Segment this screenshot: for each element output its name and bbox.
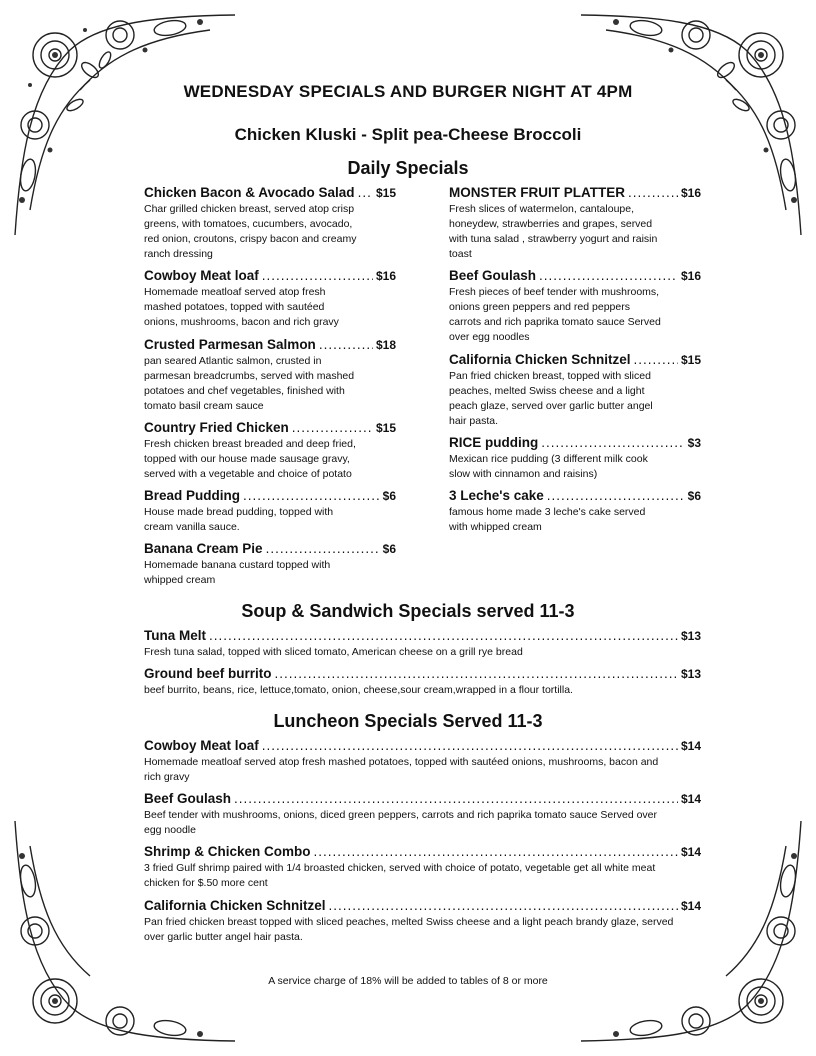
item-description: Homemade banana custard topped with whipped cream bbox=[144, 559, 331, 586]
item-description: Pan fried chicken breast topped with sliced peaches, melted Swiss cheese and a light peach brandy glaze, served over garlic butter angel hair pasta. bbox=[144, 916, 674, 943]
item-description: House made bread pudding, topped with cream vanilla sauce. bbox=[144, 506, 334, 533]
item-price: $14 bbox=[680, 739, 701, 753]
menu-item bbox=[144, 738, 701, 785]
item-name: Cowboy Meat loaf bbox=[144, 268, 259, 283]
menu-item bbox=[144, 488, 396, 535]
item-name: Beef Goulash bbox=[144, 791, 232, 806]
item-price: $13 bbox=[680, 667, 701, 681]
item-price: $14 bbox=[680, 792, 701, 806]
menu-item bbox=[449, 268, 701, 345]
item-name: Tuna Melt bbox=[144, 628, 206, 643]
item-name: RICE pudding bbox=[449, 435, 539, 450]
item-price: $3 bbox=[687, 436, 701, 450]
item-price: $13 bbox=[680, 629, 701, 643]
item-name: Shrimp & Chicken Combo bbox=[144, 844, 311, 859]
item-description: Pan fried chicken breast, topped with sliced peaches, melted Swiss cheese and a light peach glaze, served over garlic butter angel hair pasta. bbox=[449, 370, 653, 427]
menu-item bbox=[449, 185, 701, 262]
item-price: $15 bbox=[375, 421, 396, 435]
menu-item bbox=[449, 352, 701, 429]
menu-item bbox=[449, 488, 701, 535]
daily-specials-heading: Daily Specials bbox=[347, 158, 469, 178]
item-price: $16 bbox=[375, 269, 396, 283]
menu-item bbox=[144, 420, 396, 482]
menu-item bbox=[449, 435, 701, 482]
item-description: Homemade meatloaf served atop fresh mashed potatoes, topped with sautéed onions, mushrooms, bacon and rich gravy bbox=[144, 286, 339, 328]
item-price: $14 bbox=[680, 899, 701, 913]
item-name: Ground beef burrito bbox=[144, 666, 272, 681]
item-description: Fresh pieces of beef tender with mushrooms, onions green peppers and red peppers carrots and rich paprika tomato sauce Served over egg noodles bbox=[449, 286, 661, 343]
item-price: $18 bbox=[375, 338, 396, 352]
item-description: pan seared Atlantic salmon, crusted in parmesan breadcrumbs, served with mashed potatoes and chef vegetables, finished with tomato basil cream sauce bbox=[144, 355, 355, 412]
item-description: Beef tender with mushrooms, onions, diced green peppers, carrots and rich paprika tomato sauce Served over egg noodle bbox=[144, 809, 658, 836]
item-name: Chicken Bacon & Avocado Salad bbox=[144, 185, 355, 200]
item-description: Homemade meatloaf served atop fresh mashed potatoes, topped with sautéed onions, mushrooms, bacon and rich gravy bbox=[144, 756, 659, 783]
item-description: Fresh tuna salad, topped with sliced tomato, American cheese on a grill rye bread bbox=[144, 646, 523, 658]
menu-item bbox=[144, 791, 701, 838]
item-price: $16 bbox=[680, 186, 701, 200]
item-name: Crusted Parmesan Salmon bbox=[144, 337, 316, 352]
luncheon-heading: Luncheon Specials Served 11-3 bbox=[273, 711, 543, 731]
item-name: MONSTER FRUIT PLATTER bbox=[449, 185, 625, 200]
item-price: $6 bbox=[382, 542, 396, 556]
item-price: $6 bbox=[382, 489, 396, 503]
menu-item bbox=[144, 337, 396, 414]
item-description: 3 fried Gulf shrimp paired with 1/4 broasted chicken, served with choice of potato, vegetable get all white meat chicken for $.50 more cent bbox=[144, 862, 656, 889]
menu-item bbox=[144, 541, 396, 588]
item-description: beef burrito, beans, rice, lettuce,tomato, onion, cheese,sour cream,wrapped in a flour tortilla. bbox=[144, 684, 573, 696]
item-name: California Chicken Schnitzel bbox=[144, 898, 326, 913]
item-name: Beef Goulash bbox=[449, 268, 537, 283]
menu-item bbox=[144, 628, 701, 660]
page-title: WEDNESDAY SPECIALS AND BURGER NIGHT AT 4PM bbox=[183, 82, 633, 101]
item-description: famous home made 3 leche's cake served with whipped cream bbox=[449, 506, 646, 533]
item-description: Fresh chicken breast breaded and deep fried, topped with our house made sausage gravy, served with a vegetable and choice of potato bbox=[144, 438, 356, 480]
item-price: $15 bbox=[680, 353, 701, 367]
item-price: $14 bbox=[680, 845, 701, 859]
item-name: Banana Cream Pie bbox=[144, 541, 263, 556]
item-name: Bread Pudding bbox=[144, 488, 241, 503]
item-name: California Chicken Schnitzel bbox=[449, 352, 631, 367]
menu-item bbox=[144, 666, 701, 698]
item-name: 3 Leche's cake bbox=[449, 488, 544, 503]
item-description: Mexican rice pudding (3 different milk cook slow with cinnamon and raisins) bbox=[449, 453, 648, 480]
service-charge-note: A service charge of 18% will be added to tables of 8 or more bbox=[268, 975, 548, 987]
menu-item bbox=[144, 844, 701, 891]
item-price: $15 bbox=[375, 186, 396, 200]
item-description: Fresh slices of watermelon, cantaloupe, honeydew, strawberries and grapes, served with tuna salad , strawberry yogurt and raisin toast bbox=[449, 203, 658, 260]
menu-item bbox=[144, 268, 396, 330]
soup-of-day: Chicken Kluski - Split pea-Cheese Broccoli bbox=[234, 125, 582, 144]
menu-item bbox=[144, 898, 701, 945]
item-price: $16 bbox=[680, 269, 701, 283]
item-description: Char grilled chicken breast, served atop crisp greens, with tomatoes, cucumbers, avocado, red onion, croutons, crispy bacon and creamy ranch dressing bbox=[144, 203, 357, 260]
item-price: $6 bbox=[687, 489, 701, 503]
menu-item bbox=[144, 185, 396, 262]
soup-sandwich-heading: Soup & Sandwich Specials served 11-3 bbox=[241, 601, 575, 621]
item-name: Cowboy Meat loaf bbox=[144, 738, 259, 753]
item-name: Country Fried Chicken bbox=[144, 420, 289, 435]
